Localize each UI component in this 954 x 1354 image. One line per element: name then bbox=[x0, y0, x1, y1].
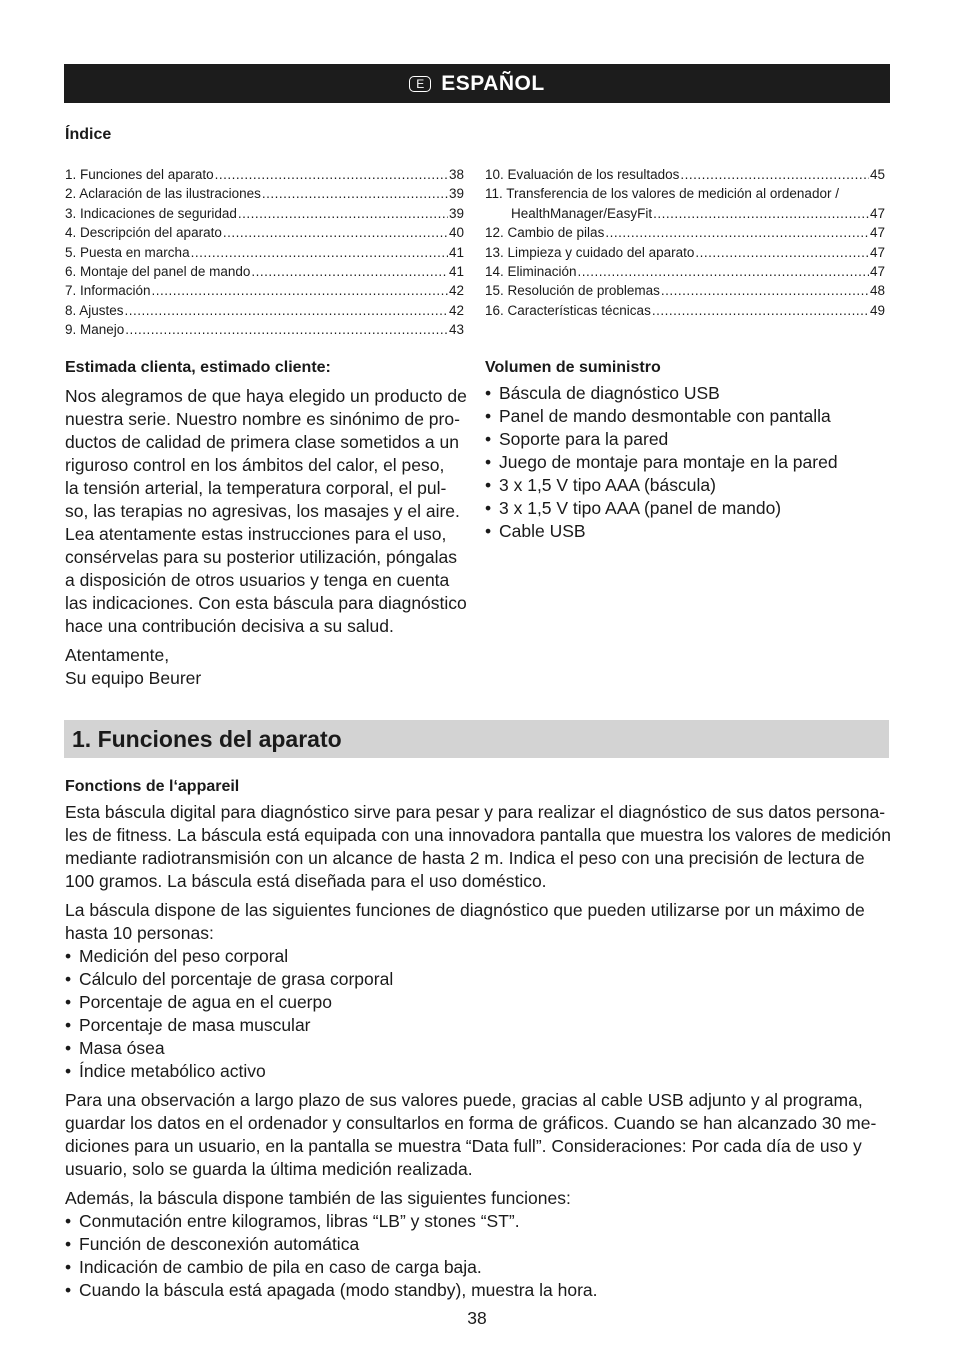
toc-entry[interactable] bbox=[485, 184, 885, 203]
text-line: a disposición de otros usuarios y tenga en cuenta bbox=[65, 570, 450, 590]
list-item: • Masa ósea bbox=[65, 1037, 895, 1060]
list-item: • Conmutación entre kilogramos, libras “LB” y stones “ST”. bbox=[65, 1210, 895, 1233]
toc-entry-title: 12. Cambio de pilas bbox=[485, 225, 605, 241]
toc-entry[interactable] bbox=[485, 204, 885, 223]
toc-left bbox=[65, 165, 464, 340]
toc-entry-page: 41 bbox=[448, 264, 464, 280]
toc-entry[interactable] bbox=[485, 243, 885, 262]
toc-entry[interactable] bbox=[65, 223, 464, 242]
toc-entry[interactable] bbox=[485, 165, 885, 184]
greeting-body bbox=[65, 385, 475, 690]
list-item: • Panel de mando desmontable con pantalla bbox=[485, 405, 885, 428]
toc-entry[interactable] bbox=[485, 223, 885, 242]
text-line: mediante radiotransmisión con un alcance de hasta 2 m. Indica el peso con una precisión de lectura de bbox=[65, 848, 865, 868]
text-line: 100 gramos. La báscula está diseñada para el uso doméstico. bbox=[65, 871, 547, 891]
toc-entry-page: 48 bbox=[869, 283, 885, 299]
list-item: • Cálculo del porcentaje de grasa corporal bbox=[65, 968, 895, 991]
list-item: • 3 x 1,5 V tipo AAA (panel de mando) bbox=[485, 497, 885, 520]
toc-entry[interactable] bbox=[485, 281, 885, 300]
toc-entry-title: 6. Montaje del panel de mando bbox=[65, 264, 251, 280]
toc-entry[interactable] bbox=[485, 262, 885, 281]
list-item: • Porcentaje de agua en el cuerpo bbox=[65, 991, 895, 1014]
toc-entry-title: 10. Evaluación de los resultados bbox=[485, 167, 680, 182]
toc-entry-title: 5. Puesta en marcha bbox=[65, 244, 190, 260]
list-item: • Soporte para la pared bbox=[485, 428, 885, 451]
toc-entry[interactable] bbox=[65, 204, 464, 223]
toc-right bbox=[485, 165, 885, 320]
toc-entry-title: 8. Ajustes bbox=[65, 302, 124, 318]
toc-entry-page: 47 bbox=[869, 264, 885, 280]
toc-entry-page: 39 bbox=[448, 205, 464, 221]
toc-entry[interactable] bbox=[65, 165, 464, 184]
toc-entry-title: 1. Funciones del aparato bbox=[65, 167, 214, 182]
toc-entry-page: 47 bbox=[869, 244, 885, 260]
toc-entry-page: 45 bbox=[869, 167, 885, 182]
list-item: • Cuando la báscula está apagada (modo standby), muestra la hora. bbox=[65, 1279, 895, 1302]
page-number: 38 bbox=[467, 1308, 487, 1328]
text-line: Además, la báscula dispone también de las siguientes funciones: bbox=[65, 1188, 571, 1208]
toc-entry-page: 40 bbox=[448, 225, 464, 241]
toc-entry-page: 39 bbox=[448, 186, 464, 202]
supply-heading: Volumen de suministro bbox=[485, 359, 661, 376]
greeting-heading: Estimada clienta, estimado cliente: bbox=[65, 359, 331, 376]
text-line: las indicaciones. Con esta báscula para diagnóstico bbox=[65, 593, 467, 613]
section-header bbox=[64, 720, 889, 758]
text-line: ductos de calidad de primera clase sometidos a un bbox=[65, 432, 459, 452]
signature: Su equipo Beurer bbox=[65, 668, 202, 688]
list-item: • 3 x 1,5 V tipo AAA (báscula) bbox=[485, 474, 885, 497]
toc-entry-title: 14. Eliminación bbox=[485, 264, 577, 280]
text-line: consérvelas para su posterior utilización, póngalas bbox=[65, 547, 458, 567]
text-line: Para una observación a largo plazo de sus valores puede, gracias al cable USB adjunto y al programa, bbox=[65, 1090, 863, 1110]
toc-entry-page: 43 bbox=[448, 322, 464, 338]
text-line: la tensión arterial, la temperatura corporal, el pul- bbox=[65, 478, 447, 498]
toc-entry[interactable] bbox=[485, 301, 885, 320]
text-line: Esta báscula digital para diagnóstico sirve para pesar y para realizar el diagnóstico de sus datos persona- bbox=[65, 802, 886, 822]
text-line: so, las terapias no agresivas, los masajes y el aire. bbox=[65, 501, 460, 521]
section-title: 1. Funciones del aparato bbox=[72, 725, 342, 752]
index-heading: Índice bbox=[65, 126, 112, 143]
text-line: nuestra serie. Nuestro nombre es sinónimo de pro- bbox=[65, 409, 460, 429]
list-item: • Índice metabólico activo bbox=[65, 1060, 895, 1083]
toc-entry-page: 42 bbox=[448, 283, 464, 299]
closing: Atentamente, bbox=[65, 645, 170, 665]
text-line: diciones para un usuario, en la pantalla se muestra “Data full”. Consideraciones: Por cada día de uso y bbox=[65, 1136, 862, 1156]
language-banner bbox=[64, 64, 890, 103]
list-item: • Porcentaje de masa muscular bbox=[65, 1014, 895, 1037]
toc-entry-title: 13. Limpieza y cuidado del aparato bbox=[485, 244, 695, 260]
toc-entry-title: 11. Transferencia de los valores de medición al ordenador / bbox=[485, 186, 839, 202]
text-line: Lea atentamente estas instrucciones para el uso, bbox=[65, 524, 447, 544]
toc-entry-page: 47 bbox=[869, 225, 885, 241]
section1-body bbox=[65, 801, 895, 1302]
list-item: • Cable USB bbox=[485, 520, 885, 543]
toc-entry-title: 4. Descripción del aparato bbox=[65, 225, 222, 241]
toc-entry-title: HealthManager/EasyFit bbox=[511, 205, 653, 221]
toc-entry[interactable] bbox=[65, 184, 464, 203]
toc-entry-title: 9. Manejo bbox=[65, 322, 125, 338]
toc-entry-title: 15. Resolución de problemas bbox=[485, 283, 660, 299]
toc-entry-title: 2. Aclaración de las ilustraciones bbox=[65, 186, 261, 202]
toc-entry-page: 49 bbox=[869, 302, 885, 318]
toc-entry-page: 42 bbox=[448, 302, 464, 318]
list-item: • Juego de montaje para montaje en la pared bbox=[485, 451, 885, 474]
text-line: hace una contribución decisiva a su salud. bbox=[65, 616, 394, 636]
text-line: guardar los datos en el ordenador y consultarlos en forma de gráficos. Cuando se han alcanzado 30 me- bbox=[65, 1113, 877, 1133]
toc-entry[interactable] bbox=[65, 262, 464, 281]
toc-entry-page: 47 bbox=[869, 205, 885, 221]
toc-entry-title: 3. Indicaciones de seguridad bbox=[65, 205, 237, 221]
language-title: ESPAÑOL bbox=[441, 71, 545, 95]
supply-list bbox=[485, 382, 885, 543]
text-line: La báscula dispone de las siguientes funciones de diagnóstico que pueden utilizarse por un máximo de bbox=[65, 900, 865, 920]
toc-entry[interactable] bbox=[65, 301, 464, 320]
toc-entry[interactable] bbox=[65, 243, 464, 262]
toc-entry-title: 7. Información bbox=[65, 283, 151, 299]
list-item: • Medición del peso corporal bbox=[65, 945, 895, 968]
language-code-badge: E bbox=[409, 76, 431, 92]
toc-entry-page: 41 bbox=[448, 244, 464, 260]
text-line: les de fitness. La báscula está equipada con una innovadora pantalla que muestra los valores de medición bbox=[65, 825, 891, 845]
list-item: • Báscula de diagnóstico USB bbox=[485, 382, 885, 405]
text-line: Nos alegramos de que haya elegido un producto de bbox=[65, 386, 467, 406]
text-line: riguroso control en los ámbitos del calor, el peso, bbox=[65, 455, 445, 475]
list-item: • Función de desconexión automática bbox=[65, 1233, 895, 1256]
section-subheading: Fonctions de l‘appareil bbox=[65, 778, 240, 795]
toc-entry[interactable] bbox=[65, 281, 464, 300]
text-line: hasta 10 personas: bbox=[65, 923, 214, 943]
toc-entry-title: 16. Características técnicas bbox=[485, 302, 651, 318]
text-line: usuario, solo se guarda la última medición realizada. bbox=[65, 1159, 473, 1179]
toc-entry-page: 38 bbox=[448, 167, 464, 182]
toc-entry[interactable] bbox=[65, 320, 464, 339]
list-item: • Indicación de cambio de pila en caso de carga baja. bbox=[65, 1256, 895, 1279]
